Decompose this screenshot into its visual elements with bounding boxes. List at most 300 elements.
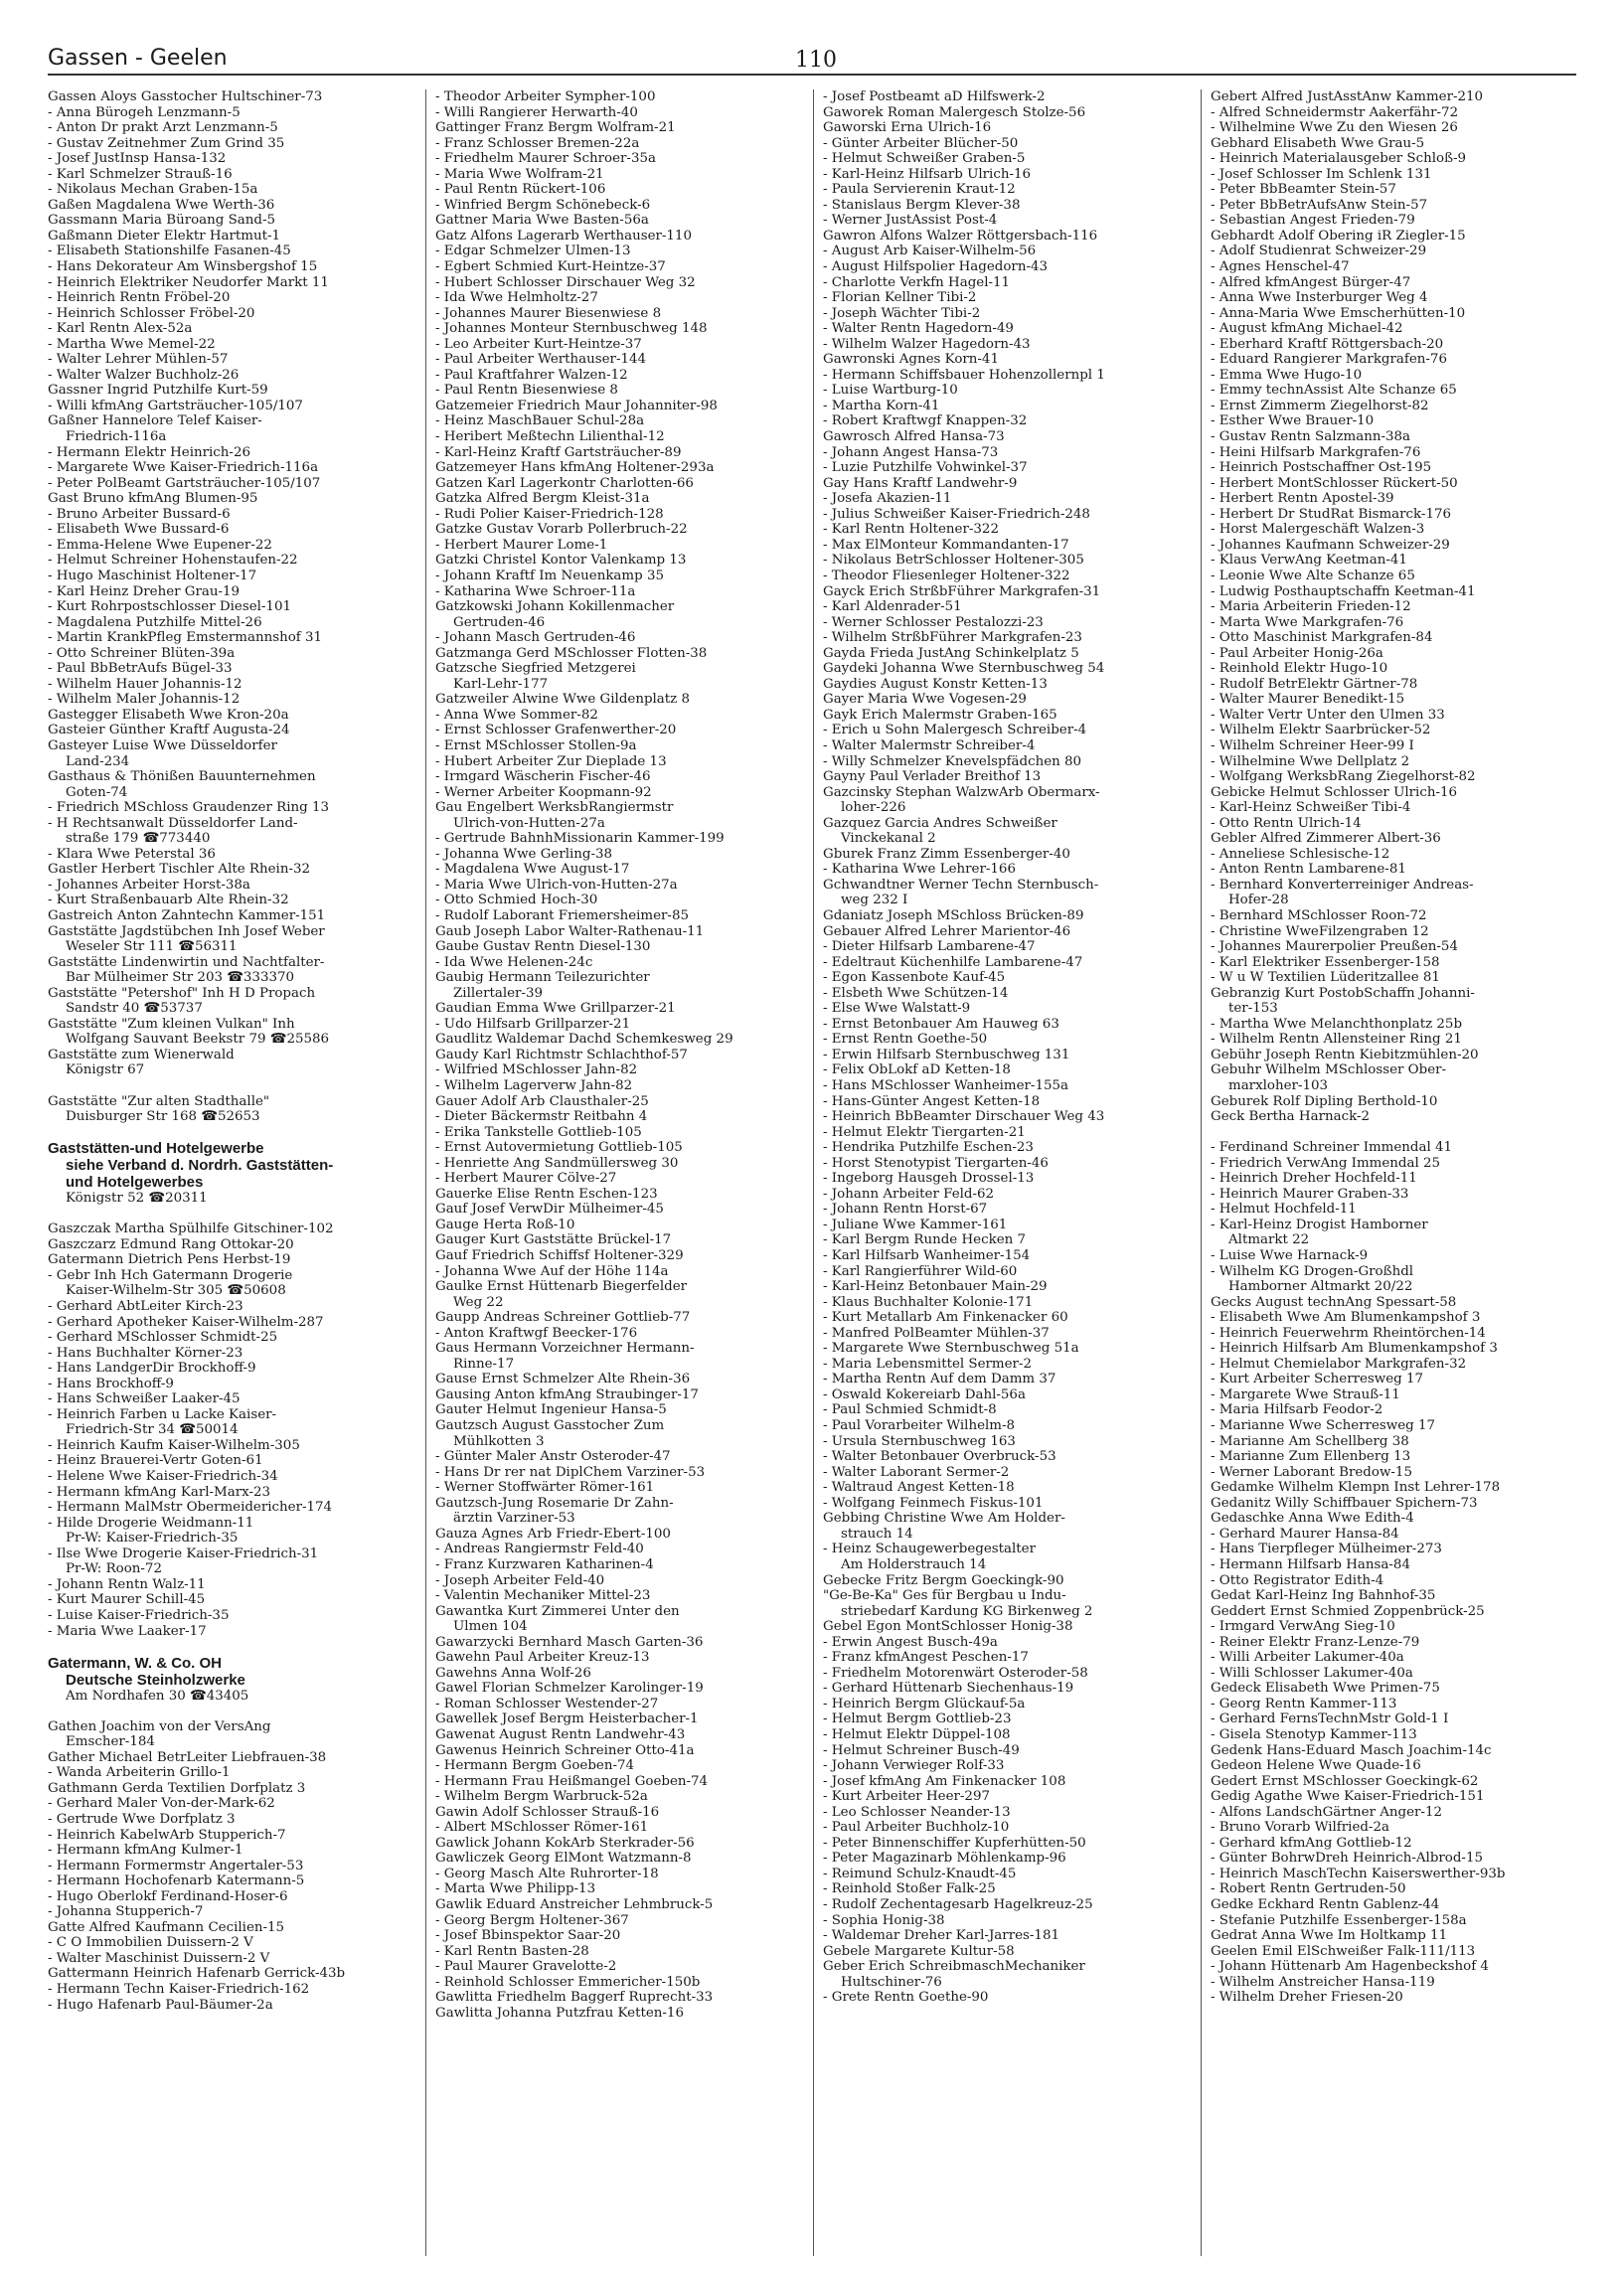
directory-entry: Gaststätte "Zur alten Stadthalle": [48, 1093, 270, 1109]
directory-entry: - Josef Postbeamt aD Hilfswerk-2: [823, 89, 1046, 104]
directory-entry: - Hugo Hafenarb Paul-Bäumer-2a: [48, 1997, 273, 2013]
directory-entry: - Heinrich Farben u Lacke Kaiser-: [48, 1406, 277, 1422]
directory-entry: - Katharina Wwe Lehrer-166: [823, 862, 1016, 878]
directory-entry: - Werner Arbeiter Koopmann-92: [435, 784, 652, 800]
directory-entry: - Winfried Bergm Schönebeck-6: [435, 197, 651, 213]
directory-entry: - Marta Wwe Markgrafen-76: [1211, 614, 1404, 630]
directory-entry: - Dieter Hilfsarb Lambarene-47: [823, 939, 1036, 955]
directory-entry: Gawellek Josef Bergm Heisterbacher-1: [435, 1711, 699, 1727]
directory-entry: - Bernhard MSchlosser Roon-72: [1211, 907, 1427, 923]
directory-entry: - Paul Arbeiter Buchholz-10: [823, 1820, 1010, 1836]
directory-entry: - Wolfgang WerksbRang Ziegelhorst-82: [1211, 769, 1476, 785]
entry-continuation: Kaiser-Wilhelm-Str 305 ☎50608: [66, 1283, 286, 1299]
directory-entry: - Rudolf Laborant Friemersheimer-85: [435, 907, 689, 923]
directory-entry: Gautzsch August Gasstocher Zum: [435, 1418, 665, 1434]
directory-entry: - Max ElMonteur Kommandanten-17: [823, 537, 1069, 553]
entry-continuation: Mühlkotten 3: [453, 1433, 545, 1449]
directory-entry: - Karl-Heinz Drogist Hamborner: [1211, 1217, 1428, 1232]
directory-entry: Gawlik Eduard Anstreicher Lehmbruck-5: [435, 1896, 714, 1912]
entry-continuation: Goten-74: [66, 784, 128, 800]
directory-entry: - Georg Bergm Holtener-367: [435, 1912, 629, 1928]
directory-entry: - Josef JustInsp Hansa-132: [48, 151, 227, 167]
directory-entry: - Albert MSchlosser Römer-161: [435, 1820, 649, 1836]
directory-entry: Gatte Alfred Kaufmann Cecilien-15: [48, 1919, 285, 1935]
directory-entry: - Klaus Buchhalter Kolonie-171: [823, 1294, 1034, 1310]
directory-entry: - Karl-Heinz Hilfsarb Ulrich-16: [823, 166, 1032, 182]
directory-entry: - Leo Arbeiter Kurt-Heintze-37: [435, 336, 642, 352]
directory-entry: - Anna Wwe Insterburger Weg 4: [1211, 290, 1428, 306]
directory-entry: Gebicke Helmut Schlosser Ulrich-16: [1211, 784, 1458, 800]
directory-entry: - Paul Schmied Schmidt-8: [823, 1402, 997, 1418]
entry-continuation: Am Holderstrauch 14: [841, 1556, 987, 1572]
directory-entry: - Helmut Chemielabor Markgrafen-32: [1211, 1356, 1467, 1372]
directory-entry: - Heinz Brauerei-Vertr Goten-61: [48, 1453, 263, 1469]
directory-entry: - Peter Binnenschiffer Kupferhütten-50: [823, 1835, 1086, 1851]
directory-entry: - Wilfried MSchlosser Jahn-82: [435, 1062, 638, 1078]
directory-entry: - Egon Kassenbote Kauf-45: [823, 970, 1006, 986]
directory-entry: Gawron Alfons Walzer Röttgersbach-116: [823, 228, 1098, 244]
directory-entry: - Wilhelm Maler Johannis-12: [48, 692, 241, 708]
entry-continuation: Duisburger Str 168 ☎52653: [66, 1109, 260, 1125]
spacer: [1211, 1125, 1578, 1141]
directory-entry: - Gustav Rentn Salzmann-38a: [1211, 429, 1411, 445]
directory-entry: - W u W Textilien Lüderitzallee 81: [1211, 970, 1440, 986]
directory-entry: - Oswald Kokereiarb Dahl-56a: [823, 1386, 1026, 1402]
directory-entry: Gebhardt Adolf Obering iR Ziegler-15: [1211, 228, 1466, 244]
directory-entry: - Martin KrankPfleg Emstermannshof 31: [48, 630, 323, 646]
directory-entry: - Karl-Heinz Schweißer Tibi-4: [1211, 800, 1411, 816]
directory-column-1: [48, 89, 415, 2256]
entry-continuation: Hultschiner-76: [841, 1974, 942, 1990]
directory-entry: Gedeck Elisabeth Wwe Primen-75: [1211, 1681, 1440, 1697]
directory-entry: - Sebastian Angest Frieden-79: [1211, 213, 1415, 229]
directory-entry: - Gerhard AbtLeiter Kirch-23: [48, 1299, 244, 1315]
directory-entry: - Hendrika Putzhilfe Eschen-23: [823, 1140, 1034, 1156]
directory-entry: - Johann Verwieger Rolf-33: [823, 1758, 1005, 1774]
directory-entry: Gawenat August Rentn Landwehr-43: [435, 1726, 686, 1742]
directory-entry: - Wilhelm KG Drogen-Großhdl: [1211, 1263, 1414, 1279]
directory-entry: - Luzie Putzhilfe Vohwinkel-37: [823, 460, 1028, 476]
directory-entry: - Gerhard Maler Von-der-Mark-62: [48, 1796, 275, 1812]
directory-entry: Gaßen Magdalena Wwe Werth-36: [48, 197, 275, 213]
directory-entry: Gaus Hermann Vorzeichner Hermann-: [435, 1341, 695, 1357]
directory-entry: - Elsbeth Wwe Schützen-14: [823, 985, 1009, 1001]
directory-entry: - Walter Maschinist Duissern-2 V: [48, 1950, 270, 1966]
directory-entry: - Hans Brockhoff-9: [48, 1376, 174, 1391]
directory-entry: Gastler Herbert Tischler Alte Rhein-32: [48, 862, 311, 878]
directory-entry: - Ida Wwe Helenen-24c: [435, 954, 593, 970]
directory-entry: - Elisabeth Stationshilfe Fasanen-45: [48, 244, 291, 259]
directory-entry: Gebühr Joseph Rentn Kiebitzmühlen-20: [1211, 1047, 1479, 1062]
directory-entry: Gayda Frieda JustAng Schinkelplatz 5: [823, 645, 1079, 661]
directory-entry: - Wilhelmine Wwe Dellplatz 2: [1211, 753, 1410, 769]
entry-continuation: Rinne-17: [453, 1356, 515, 1372]
directory-entry: - Helmut Schreiner Hohenstaufen-22: [48, 553, 298, 569]
directory-entry: - Hugo Maschinist Holtener-17: [48, 568, 257, 583]
directory-entry: - Franz Schlosser Bremen-22a: [435, 135, 640, 151]
directory-entry: - Walter Lehrer Mühlen-57: [48, 352, 229, 368]
directory-entry: - Paul BbBetrAufs Bügel-33: [48, 661, 233, 677]
directory-entry: - Wilhelm Hauer Johannis-12: [48, 676, 243, 692]
directory-entry: - Paula Servierenin Kraut-12: [823, 182, 1016, 198]
entry-continuation: marxloher-103: [1228, 1078, 1329, 1093]
directory-entry: Gauza Agnes Arb Friedr-Ebert-100: [435, 1526, 671, 1542]
directory-entry: - Wilhelm Dreher Friesen-20: [1211, 1990, 1403, 2006]
directory-entry: Gaßmann Dieter Elektr Hartmut-1: [48, 228, 281, 244]
directory-entry: Gburek Franz Zimm Essenberger-40: [823, 846, 1070, 862]
directory-entry: - Paul Kraftfahrer Walzen-12: [435, 367, 628, 383]
directory-entry: - Stanislaus Bergm Klever-38: [823, 197, 1021, 213]
directory-entry: - Hugo Oberlokf Ferdinand-Hoser-6: [48, 1888, 288, 1904]
directory-entry: - Franz Kurzwaren Katharinen-4: [435, 1556, 654, 1572]
directory-entry: Gasteyer Luise Wwe Düsseldorfer: [48, 737, 277, 753]
directory-entry: - Günter Arbeiter Blücher-50: [823, 135, 1019, 151]
directory-entry: Gassmann Maria Büroang Sand-5: [48, 213, 275, 229]
entry-continuation: Weg 22: [453, 1294, 504, 1310]
directory-entry: - Ingeborg Hausgeh Drossel-13: [823, 1171, 1035, 1187]
directory-entry: Gaworek Roman Malergesch Stolze-56: [823, 104, 1086, 120]
directory-entry: - Johanna Wwe Auf der Höhe 114a: [435, 1263, 669, 1279]
directory-entry: Gazcinsky Stephan WalzwArb Obermarx-: [823, 784, 1100, 800]
directory-entry: Gebert Alfred JustAsstAnw Kammer-210: [1211, 89, 1484, 104]
directory-entry: - Klara Wwe Peterstal 36: [48, 846, 216, 862]
directory-entry: - Peter Magazinarb Möhlenkamp-96: [823, 1851, 1066, 1867]
directory-entry: - Karl Rentn Basten-28: [435, 1943, 589, 1959]
directory-entry: - Günter Maler Anstr Osteroder-47: [435, 1449, 671, 1465]
directory-entry: - Stefanie Putzhilfe Essenberger-158a: [1211, 1912, 1467, 1928]
entry-continuation: straße 179 ☎773440: [66, 831, 211, 847]
directory-entry: Gedat Karl-Heinz Ing Bahnhof-35: [1211, 1588, 1436, 1604]
directory-entry: - Hermann Hilfsarb Hansa-84: [1211, 1556, 1410, 1572]
directory-entry: - Valentin Mechaniker Mittel-23: [435, 1588, 651, 1604]
directory-entry: - Gerhard FernsTechnMstr Gold-1 I: [1211, 1711, 1449, 1727]
spacer: [48, 1704, 415, 1719]
directory-entry: - Günter BohrwDreh Heinrich-Albrod-15: [1211, 1851, 1483, 1867]
directory-entry: Gaupp Andreas Schreiner Gottlieb-77: [435, 1310, 691, 1326]
directory-entry: - Hermann Frau Heißmangel Goeben-74: [435, 1773, 709, 1789]
directory-entry: - Hubert Arbeiter Zur Dieplade 13: [435, 753, 667, 769]
directory-entry: - Martha Wwe Melanchthonplatz 25b: [1211, 1016, 1463, 1032]
directory-entry: Gayny Paul Verlader Breithof 13: [823, 769, 1042, 785]
directory-entry: Gawehns Anna Wolf-26: [435, 1665, 591, 1681]
directory-entry: Gatzmanga Gerd MSchlosser Flotten-38: [435, 645, 708, 661]
directory-entry: Gaudy Karl Richtmstr Schlachthof-57: [435, 1047, 688, 1062]
directory-entry: - Gertrude Wwe Dorfplatz 3: [48, 1811, 236, 1827]
directory-entry: Gaszczak Martha Spülhilfe Gitschiner-102: [48, 1221, 334, 1237]
directory-entry: - Maria Wwe Wolfram-21: [435, 166, 604, 182]
directory-entry: - Werner Stoffwärter Römer-161: [435, 1480, 655, 1496]
directory-entry: - Josefa Akazien-11: [823, 491, 952, 507]
directory-entry: Gassen Aloys Gasstocher Hultschiner-73: [48, 89, 323, 104]
directory-entry: Gayck Erich StrßbFührer Markgrafen-31: [823, 583, 1101, 599]
directory-entry: Gedeon Helene Wwe Quade-16: [1211, 1758, 1421, 1774]
directory-entry: - Walter Walzer Buchholz-26: [48, 367, 240, 383]
directory-entry: - Marianne Zum Ellenberg 13: [1211, 1449, 1411, 1465]
directory-entry: - Heinz MaschBauer Schul-28a: [435, 413, 645, 429]
directory-entry: - Hermann Schiffsbauer Hohenzollernpl 1: [823, 367, 1105, 383]
directory-entry: - Nikolaus Mechan Graben-15a: [48, 182, 258, 198]
directory-entry: - Karl Heinz Dreher Grau-19: [48, 583, 241, 599]
directory-entry: Gebuhr Wilhelm MSchlosser Ober-: [1211, 1062, 1447, 1078]
directory-entry: - Anna Bürogeh Lenzmann-5: [48, 104, 241, 120]
directory-entry: Gatzweiler Alwine Wwe Gildenplatz 8: [435, 692, 690, 708]
directory-entry: Gaydeki Johanna Wwe Sternbuschweg 54: [823, 661, 1105, 677]
directory-entry: - Luise Kaiser-Friedrich-35: [48, 1607, 230, 1623]
entry-continuation: Gertruden-46: [453, 614, 546, 630]
directory-entry: Gaudlitz Waldemar Dachd Schemkesweg 29: [435, 1032, 733, 1048]
directory-entry: Gawliczek Georg ElMont Watzmann-8: [435, 1851, 692, 1867]
directory-entry: - Helmut Elektr Tiergarten-21: [823, 1124, 1026, 1140]
directory-entry: - Ernst MSchlosser Stollen-9a: [435, 737, 637, 753]
entry-continuation: Land-234: [66, 753, 130, 769]
directory-entry: - Hermann Elektr Heinrich-26: [48, 444, 250, 460]
directory-entry: - Wilhelm Anstreicher Hansa-119: [1211, 1974, 1435, 1990]
directory-entry: - Georg Rentn Kammer-113: [1211, 1696, 1397, 1711]
directory-entry: - Luise Wwe Harnack-9: [1211, 1248, 1369, 1264]
directory-entry: - Helmut Schreiner Busch-49: [823, 1742, 1020, 1758]
directory-entry: - Katharina Wwe Schroer-11a: [435, 583, 636, 599]
directory-entry: - Paul Arbeiter Werthauser-144: [435, 352, 647, 368]
directory-entry: - Martha Korn-41: [823, 398, 940, 413]
directory-entry: Gawlitta Friedhelm Baggerf Ruprecht-33: [435, 1990, 714, 2006]
directory-entry: - Karl Rangierführer Wild-60: [823, 1263, 1018, 1279]
directory-entry: - Martha Rentn Auf dem Damm 37: [823, 1372, 1056, 1387]
directory-entry: - Leonie Wwe Alte Schanze 65: [1211, 568, 1415, 583]
directory-entry: Gausing Anton kfmAng Straubinger-17: [435, 1386, 699, 1402]
directory-entry: - Kurt Metallarb Am Finkenacker 60: [823, 1310, 1068, 1326]
directory-entry: - Esther Wwe Brauer-10: [1211, 413, 1375, 429]
entry-continuation: Hofer-28: [1228, 893, 1289, 908]
directory-entry: - Johanna Stupperich-7: [48, 1904, 204, 1920]
directory-entry: Gatz Alfons Lagerarb Werthauser-110: [435, 228, 692, 244]
directory-entry: - Friedhelm Maurer Schroer-35a: [435, 151, 656, 167]
directory-entry: - Magdalena Wwe August-17: [435, 862, 630, 878]
directory-entry: - Walter Vertr Unter den Ulmen 33: [1211, 707, 1445, 723]
directory-entry: Gattner Maria Wwe Basten-56a: [435, 213, 649, 229]
directory-entry: - Wilhelm Lagerverw Jahn-82: [435, 1078, 633, 1093]
directory-entry: - Maria Lebensmittel Sermer-2: [823, 1356, 1032, 1372]
directory-entry: - Reinhold Elektr Hugo-10: [1211, 661, 1388, 677]
directory-entry: - Karl Rentn Holtener-322: [823, 522, 999, 538]
page-header: [0, 0, 1624, 73]
directory-entry: Gedert Ernst MSchlosser Goeckingk-62: [1211, 1773, 1479, 1789]
directory-entry: - August kfmAng Michael-42: [1211, 321, 1403, 337]
spacer: [48, 1125, 415, 1141]
directory-column-4: [1211, 89, 1578, 2256]
entry-continuation: Friedrich-Str 34 ☎50014: [66, 1422, 239, 1438]
directory-entry: - Gerhard MSchlosser Schmidt-25: [48, 1330, 278, 1346]
directory-entry: - Wilhelm Bergm Warbruck-52a: [435, 1789, 648, 1805]
directory-entry: - Helmut Schweißer Graben-5: [823, 151, 1026, 167]
directory-entry: - Henriette Ang Sandmüllersweg 30: [435, 1155, 679, 1171]
directory-entry: - Ida Wwe Helmholtz-27: [435, 290, 598, 306]
directory-entry: - Elisabeth Wwe Bussard-6: [48, 522, 230, 538]
directory-entry: - Anton Kraftwgf Beecker-176: [435, 1325, 638, 1341]
directory-entry: - Rudi Polier Kaiser-Friedrich-128: [435, 506, 664, 522]
directory-entry: - Hermann Hochofenarb Katermann-5: [48, 1873, 305, 1889]
directory-entry: - Anna-Maria Wwe Emscherhütten-10: [1211, 305, 1466, 321]
directory-entry: - Heinrich Hilfsarb Am Blumenkampshof 3: [1211, 1341, 1498, 1357]
directory-entry: - Heinrich Rentn Fröbel-20: [48, 290, 231, 306]
directory-entry: - Erich u Sohn Malergesch Schreiber-4: [823, 723, 1087, 738]
directory-entry: Gawenus Heinrich Schreiner Otto-41a: [435, 1742, 695, 1758]
directory-entry: - Otto Schreiner Blüten-39a: [48, 645, 236, 661]
directory-entry: - Paul Rentn Biesenwiese 8: [435, 383, 618, 399]
directory-column-2: [435, 89, 803, 2256]
directory-entry: - Christine WweFilzengraben 12: [1211, 923, 1429, 939]
directory-entry: - Heinrich Dreher Hochfeld-11: [1211, 1171, 1417, 1187]
directory-entry: Gebecke Fritz Bergm Goeckingk-90: [823, 1572, 1064, 1588]
directory-entry: Gazquez Garcia Andres Schweißer: [823, 815, 1057, 831]
directory-entry: - Ferdinand Schreiner Immendal 41: [1211, 1140, 1453, 1156]
directory-entry: - Robert Rentn Gertruden-50: [1211, 1881, 1406, 1897]
directory-entry: - Johannes Maurerpolier Preußen-54: [1211, 939, 1458, 955]
directory-entry: Geburek Rolf Dipling Berthold-10: [1211, 1093, 1438, 1109]
directory-entry: - Else Wwe Walstatt-9: [823, 1001, 971, 1017]
directory-entry: - Grete Rentn Goethe-90: [823, 1990, 989, 2006]
directory-entry: Gedanitz Willy Schiffbauer Spichern-73: [1211, 1495, 1478, 1511]
directory-entry: - Hubert Schlosser Dirschauer Weg 32: [435, 274, 696, 290]
directory-entry: - Ernst Autovermietung Gottlieb-105: [435, 1140, 683, 1156]
directory-entry: Gaststätte Jagdstübchen Inh Josef Weber: [48, 923, 325, 939]
directory-entry: - Edeltraut Küchenhilfe Lambarene-47: [823, 954, 1083, 970]
directory-entry: - Hermann Formermstr Angertaler-53: [48, 1858, 304, 1873]
directory-entry: Gebauer Alfred Lehrer Marientor-46: [823, 923, 1071, 939]
spacer: [48, 1207, 415, 1222]
directory-entry: Gather Michael BetrLeiter Liebfrauen-38: [48, 1749, 327, 1765]
directory-entry: - Herbert Maurer Cölve-27: [435, 1171, 617, 1187]
business-listing: Gatermann, W. & Co. OH: [48, 1654, 223, 1672]
directory-entry: - Hans LandgerDir Brockhoff-9: [48, 1361, 256, 1377]
entry-continuation: loher-226: [841, 800, 906, 816]
directory-entry: "Ge-Be-Ka" Ges für Bergbau u Indu-: [823, 1588, 1066, 1604]
directory-entry: Gebele Margarete Kultur-58: [823, 1943, 1015, 1959]
directory-entry: Gatzka Alfred Bergm Kleist-31a: [435, 491, 650, 507]
directory-entry: Gaulke Ernst Hüttenarb Biegerfelder: [435, 1279, 688, 1295]
directory-entry: Gaworski Erna Ulrich-16: [823, 120, 992, 136]
directory-entry: - Agnes Henschel-47: [1211, 259, 1350, 275]
directory-entry: - Heinrich Kaufm Kaiser-Wilhelm-305: [48, 1437, 300, 1453]
directory-entry: - Ernst Schlosser Grafenwerther-20: [435, 723, 677, 738]
directory-entry: - Friedhelm Motorenwärt Osteroder-58: [823, 1665, 1088, 1681]
directory-entry: - Johannes Kaufmann Schweizer-29: [1211, 537, 1450, 553]
directory-entry: - Johann Rentn Walz-11: [48, 1576, 206, 1592]
entry-continuation: Karl-Lehr-177: [453, 676, 549, 692]
directory-entry: - Maria Wwe Laaker-17: [48, 1623, 207, 1639]
directory-entry: - Helmut Bergm Gottlieb-23: [823, 1711, 1012, 1727]
entry-continuation: Emscher-184: [66, 1734, 155, 1750]
directory-entry: - Werner JustAssist Post-4: [823, 213, 998, 229]
directory-entry: - Gisela Stenotyp Kammer-113: [1211, 1726, 1417, 1742]
directory-entry: - Peter BbBetrAufsAnw Stein-57: [1211, 197, 1428, 213]
directory-entry: - Heinrich Bergm Glückauf-5a: [823, 1696, 1026, 1711]
directory-entry: - Marianne Wwe Scherresweg 17: [1211, 1418, 1436, 1434]
entry-continuation: Altmarkt 22: [1228, 1232, 1310, 1248]
directory-entry: - Joseph Arbeiter Feld-40: [435, 1572, 605, 1588]
directory-entry: - Heini Hilfsarb Markgrafen-76: [1211, 444, 1421, 460]
directory-entry: - Horst Malergeschäft Walzen-3: [1211, 522, 1425, 538]
directory-entry: - Johann Arbeiter Feld-62: [823, 1186, 995, 1202]
directory-entry: Gedamke Wilhelm Klempn Inst Lehrer-178: [1211, 1480, 1501, 1496]
entry-continuation: Pr-W: Kaiser-Friedrich-35: [66, 1531, 239, 1547]
directory-entry: Gawin Adolf Schlosser Strauß-16: [435, 1804, 660, 1820]
directory-entry: Gedenk Hans-Eduard Masch Joachim-14c: [1211, 1742, 1492, 1758]
directory-entry: - Hans MSchlosser Wanheimer-155a: [823, 1078, 1069, 1093]
directory-entry: - Helmut Hochfeld-11: [1211, 1202, 1357, 1218]
directory-entry: - Kurt Arbeiter Scherresweg 17: [1211, 1372, 1424, 1387]
directory-entry: - Heinrich Postschaffner Ost-195: [1211, 460, 1432, 476]
directory-entry: - Otto Rentn Ulrich-14: [1211, 815, 1362, 831]
directory-entry: - Walter Rentn Hagedorn-49: [823, 321, 1014, 337]
directory-entry: - Heinrich Elektriker Neudorfer Markt 11: [48, 274, 329, 290]
directory-entry: - Magdalena Putzhilfe Mittel-26: [48, 614, 262, 630]
directory-entry: Gautzsch-Jung Rosemarie Dr Zahn-: [435, 1495, 674, 1511]
directory-entry: - Ludwig Posthauptschaffn Keetman-41: [1211, 583, 1476, 599]
directory-entry: Gaststätte "Petershof" Inh H D Propach: [48, 985, 316, 1001]
directory-entry: - Otto Maschinist Markgrafen-84: [1211, 630, 1433, 646]
directory-entry: Gawlitta Johanna Putzfrau Ketten-16: [435, 2005, 684, 2021]
directory-entry: - Werner Laborant Bredow-15: [1211, 1464, 1412, 1480]
entry-continuation: Am Nordhafen 30 ☎43405: [66, 1688, 249, 1704]
directory-entry: Gchwandtner Werner Techn Sternbusch-: [823, 877, 1099, 893]
directory-entry: Gauter Helmut Ingenieur Hansa-5: [435, 1402, 667, 1418]
directory-entry: - Peter BbBeamter Stein-57: [1211, 182, 1396, 198]
directory-entry: Gawehn Paul Arbeiter Kreuz-13: [435, 1650, 650, 1666]
directory-entry: Geddert Ernst Schmied Zoppenbrück-25: [1211, 1603, 1485, 1619]
directory-entry: - Wilhelm StrßbFührer Markgrafen-23: [823, 630, 1082, 646]
directory-entry: Gatzemeier Friedrich Maur Johanniter-98: [435, 398, 718, 413]
directory-entry: - Emma Wwe Hugo-10: [1211, 367, 1363, 383]
directory-entry: Gaydies August Konstr Ketten-13: [823, 676, 1048, 692]
entry-continuation: weg 232 I: [841, 893, 908, 908]
entry-continuation: Wolfgang Sauvant Beekstr 79 ☎25586: [66, 1032, 330, 1048]
directory-entry: Gauge Herta Roß-10: [435, 1217, 575, 1232]
directory-entry: Gedig Agathe Wwe Kaiser-Friedrich-151: [1211, 1789, 1485, 1805]
column-divider: [425, 89, 426, 2256]
directory-entry: Gastreich Anton Zahntechn Kammer-151: [48, 907, 326, 923]
directory-entry: Gawarzycki Bernhard Masch Garten-36: [435, 1634, 704, 1650]
directory-entry: - Friedrich MSchloss Graudenzer Ring 13: [48, 800, 329, 816]
directory-entry: - Helene Wwe Kaiser-Friedrich-34: [48, 1469, 278, 1485]
directory-entry: - Wilhelm Walzer Hagedorn-43: [823, 336, 1031, 352]
directory-entry: - Johann Rentn Horst-67: [823, 1202, 988, 1218]
directory-entry: - Johann Hüttenarb Am Hagenbeckshof 4: [1211, 1959, 1489, 1975]
directory-entry: - Hermann kfmAng Kulmer-1: [48, 1843, 244, 1859]
directory-entry: Gebler Alfred Zimmerer Albert-36: [1211, 831, 1441, 847]
directory-entry: - Rudolf BetrElektr Gärtner-78: [1211, 676, 1418, 692]
directory-entry: - Kurt Rohrpostschlosser Diesel-101: [48, 599, 291, 615]
directory-entry: - Paul Rentn Rückert-106: [435, 182, 606, 198]
directory-entry: - Robert Kraftwgf Knappen-32: [823, 413, 1028, 429]
directory-entry: Gedrat Anna Wwe Im Holtkamp 11: [1211, 1928, 1448, 1944]
directory-entry: - Wilhelm Rentn Allensteiner Ring 21: [1211, 1032, 1462, 1048]
directory-entry: Gayer Maria Wwe Vogesen-29: [823, 692, 1027, 708]
directory-entry: - Theodor Arbeiter Sympher-100: [435, 89, 656, 104]
directory-entry: Gawlick Johann KokArb Sterkrader-56: [435, 1835, 695, 1851]
directory-entry: Gdaniatz Joseph MSchloss Brücken-89: [823, 907, 1084, 923]
directory-entry: - Reimund Schulz-Knaudt-45: [823, 1866, 1017, 1881]
directory-entry: Gatzen Karl Lagerkontr Charlotten-66: [435, 475, 694, 491]
directory-entry: - Erika Tankstelle Gottlieb-105: [435, 1124, 642, 1140]
directory-entry: - Reinhold Schlosser Emmericher-150b: [435, 1974, 701, 1990]
directory-entry: - Wilhelm Schreiner Heer-99 I: [1211, 737, 1414, 753]
directory-entry: - Reinhold Stoßer Falk-25: [823, 1881, 996, 1897]
column-divider: [813, 89, 814, 2256]
directory-entry: Gatzsche Siegfried Metzgerei: [435, 661, 636, 677]
directory-entry: - Rudolf Zechentagesarb Hagelkreuz-25: [823, 1896, 1093, 1912]
directory-entry: - Wolfgang Feinmech Fiskus-101: [823, 1495, 1044, 1511]
directory-entry: - Hermann Techn Kaiser-Friedrich-162: [48, 1981, 310, 1997]
